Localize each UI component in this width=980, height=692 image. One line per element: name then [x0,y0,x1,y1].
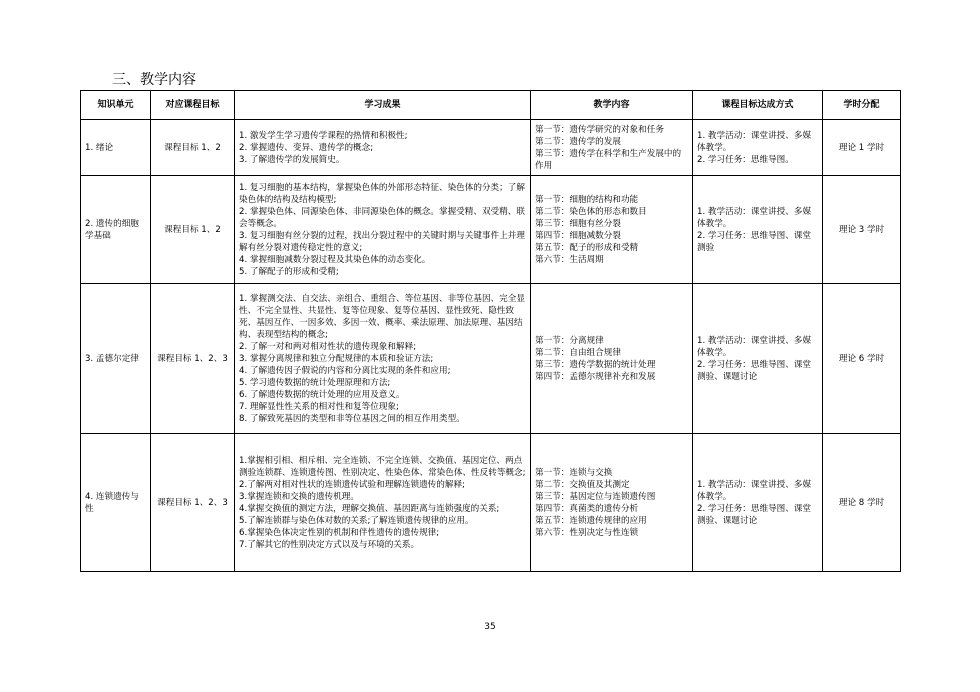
outcome-line: 5. 学习遗传数据的统计处理原理和方法; [239,377,391,388]
table-header-row [81,91,901,120]
content-line: 第四节：真菌类的遗传分析 [535,503,639,514]
outcome-line: 7.了解其它的性别决定方式以及与环境的关系。 [239,539,420,550]
course-goal-cell: 课程目标 1、2、3 [151,434,235,572]
learning-outcomes-cell [235,434,531,572]
content-line: 第六节：性别决定与性连锁 [535,527,639,538]
outcome-line: 5. 了解配子的形成和受精; [239,266,339,277]
header-teaching-content: 教学内容 [531,91,693,120]
content-line: 第三节：遗传学在科学和生产发展中的作用 [535,148,682,171]
outcome-line: 6.掌握染色体决定性别的机制和伴性遗传的遗传规律; [239,527,440,538]
table-row [81,176,901,284]
outcome-line: 7. 理解显性性关系的相对性和复等位现象; [239,401,399,412]
table-row [81,120,901,176]
header-knowledge-unit: 知识单元 [81,91,151,120]
method-line: 2. 学习任务：思维导图、课堂测验、课题讨论 [697,359,812,382]
outcome-line: 4. 了解遗传因子假说的内容和分离比实现的条件和应用; [239,365,451,376]
content-line: 第一节：分离规律 [535,335,604,346]
content-line: 第三节：细胞有丝分裂 [535,218,621,229]
section-title: 三、教学内容 [112,72,196,88]
teaching-content-cell [531,434,693,572]
course-goal-cell: 课程目标 1、2 [151,176,235,284]
content-line: 第一节：连锁与交换 [535,467,613,478]
content-line: 第六节：生活周期 [535,254,604,265]
outcome-line: 3.掌握连锁和交换的遗传机理。 [239,491,359,502]
outcome-line: 1.掌握相引相、相斥相、完全连锁、不完全连锁、交换值、基因定位、两点测验连锁群、连锁遗传图、性别决定、性染色体、常染色体、性反转等概念; [239,455,526,478]
course-goal-cell: 课程目标 1、2 [151,120,235,176]
course-goal-cell: 课程目标 1、2、3 [151,284,235,434]
content-line: 第四节：细胞减数分裂 [535,230,621,241]
outcome-line: 5.了解连锁群与染色体对数的关系;了解连锁遗传规律的应用。 [239,515,474,526]
achievement-methods-cell [693,176,823,284]
teaching-content-table [80,90,901,572]
method-line: 1. 教学活动：课堂讲授、多媒体教学。 [697,130,812,153]
header-hours: 学时分配 [823,91,901,120]
hours-cell: 理论 8 学时 [823,434,901,572]
content-line: 第一节：细胞的结构和功能 [535,194,639,205]
content-line: 第二节：自由组合规律 [535,347,621,358]
content-line: 第二节：染色体的形态和数目 [535,206,647,217]
page-number: 35 [484,622,496,632]
method-line: 2. 学习任务：思维导图。 [697,154,794,165]
content-line: 第二节：遗传学的发展 [535,136,621,147]
table-row [81,434,901,572]
content-line: 第三节：遗传学数据的统计处理 [535,359,656,370]
method-line: 1. 教学活动：课堂讲授、多媒体教学。 [697,335,812,358]
outcome-line: 1. 掌握测交法、自交法、亲组合、重组合、等位基因、非等位基因、完全显性、不完全显性、共显性、复等位现象、复等位基因、显性致死、隐性致死、基因互作、一因多效、多因一效、概率、乘法原理、加法原理、基因结构、表现型结构的概念; [239,293,525,340]
hours-cell: 理论 6 学时 [823,284,901,434]
teaching-content-cell [531,284,693,434]
outcome-line: 2. 掌握染色体、同源染色体、非同源染色体的概念。掌握受精、双受精、联会等概念。 [239,206,525,229]
hours-cell: 理论 1 学时 [823,120,901,176]
learning-outcomes-cell [235,284,531,434]
content-line: 第四节：孟德尔规律补充和发展 [535,371,656,382]
knowledge-unit-cell: 1. 绪论 [81,120,151,176]
content-line: 第二节：交换值及其测定 [535,479,630,490]
learning-outcomes-cell [235,120,531,176]
content-line: 第五节：配子的形成和受精 [535,242,639,253]
outcome-line: 3. 复习细胞有丝分裂的过程，找出分裂过程中的关键时期与关键事件上并理解有丝分裂对遗传稳定性的意义; [239,230,525,253]
header-learning-outcomes: 学习成果 [235,91,531,120]
method-line: 2. 学习任务：思维导图、课堂测验 [697,230,812,253]
outcome-line: 4.掌握交换值的测定方法，理解交换值、基因距离与连锁强度的关系; [239,503,500,514]
learning-outcomes-cell [235,176,531,284]
header-course-goal: 对应课程目标 [151,91,235,120]
outcome-line: 1. 激发学生学习遗传学课程的热情和积极性; [239,130,408,141]
achievement-methods-cell [693,120,823,176]
content-line: 第三节：基因定位与连锁遗传图 [535,491,656,502]
teaching-content-cell [531,176,693,284]
outcome-line: 3. 了解遗传学的发展简史。 [239,154,345,165]
outcome-line: 6. 了解遗传数据的统计处理的应用及意义。 [239,389,405,400]
outcome-line: 2. 了解一对和两对相对性状的遗传现象和解释; [239,341,417,352]
achievement-methods-cell [693,434,823,572]
content-line: 第五节：连锁遗传规律的应用 [535,515,647,526]
method-line: 1. 教学活动：课堂讲授、多媒体教学。 [697,206,812,229]
content-line: 第一节：遗传学研究的对象和任务 [535,124,664,135]
method-line: 2. 学习任务：思维导图、课堂测验、课题讨论 [697,503,812,526]
method-line: 1. 教学活动：课堂讲授、多媒体教学。 [697,479,812,502]
achievement-methods-cell [693,284,823,434]
knowledge-unit-cell: 4. 连锁遗传与性 [81,434,151,572]
outcome-line: 8. 了解致死基因的类型和非等位基因之间的相互作用类型。 [239,413,465,424]
outcome-line: 2. 掌握遗传、变异、遗传学的概念; [239,142,374,153]
teaching-content-cell [531,120,693,176]
knowledge-unit-cell: 2. 遗传的细胞学基础 [81,176,151,284]
knowledge-unit-cell: 3. 孟德尔定律 [81,284,151,434]
outcome-line: 2.了解两对相对性状的连锁遗传试验和理解连锁遗传的解释; [239,479,465,490]
table-row [81,284,901,434]
header-achievement-methods: 课程目标达成方式 [693,91,823,120]
outcome-line: 1. 复习细胞的基本结构，掌握染色体的外部形态特征、染色体的分类；了解染色体的结构及结构模型; [239,182,525,205]
hours-cell: 理论 3 学时 [823,176,901,284]
outcome-line: 4. 掌握细胞减数分裂过程及其染色体的动态变化。 [239,254,431,265]
outcome-line: 3. 掌握分离规律和独立分配规律的本质和验证方法; [239,353,434,364]
